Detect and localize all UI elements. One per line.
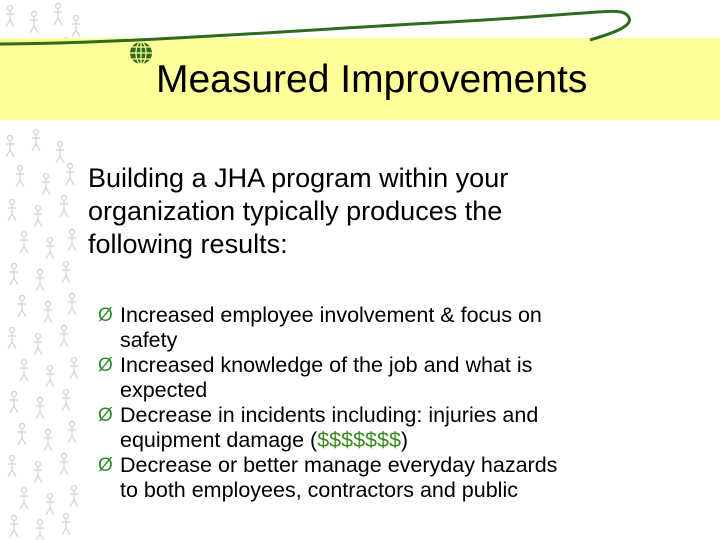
item-line: to both employees, contractors and public	[120, 478, 518, 502]
intro-line: organization typically produces the	[88, 196, 503, 226]
list-item	[98, 303, 698, 353]
list-item	[98, 353, 698, 403]
item-line-tail: )	[400, 428, 409, 452]
item-line: Decrease or better manage everyday hazards	[120, 453, 558, 477]
arrow-bullet-icon: Ø	[98, 455, 113, 476]
green-globe-icon	[128, 40, 154, 66]
results-list	[98, 303, 698, 503]
money-symbols: $$$$$$$	[317, 428, 401, 452]
arrow-bullet-icon: Ø	[98, 305, 113, 326]
intro-line: Building a JHA program within your	[88, 163, 509, 193]
item-line: Decrease in incidents including: injuries and	[120, 403, 539, 427]
arrow-bullet-icon: Ø	[98, 405, 113, 426]
item-line	[120, 428, 698, 453]
intro-line: following results:	[88, 229, 288, 259]
arrow-bullet-icon: Ø	[98, 355, 113, 376]
item-line: safety	[120, 328, 178, 352]
item-line: expected	[120, 378, 208, 402]
list-item	[98, 453, 698, 503]
item-line-text: equipment damage (	[120, 428, 318, 452]
item-line: Increased knowledge of the job and what is	[120, 353, 533, 377]
item-line: Increased employee involvement & focus on	[120, 303, 542, 327]
slide-title: Measured Improvements	[156, 58, 588, 101]
intro-paragraph	[88, 162, 648, 261]
list-item	[98, 403, 698, 453]
